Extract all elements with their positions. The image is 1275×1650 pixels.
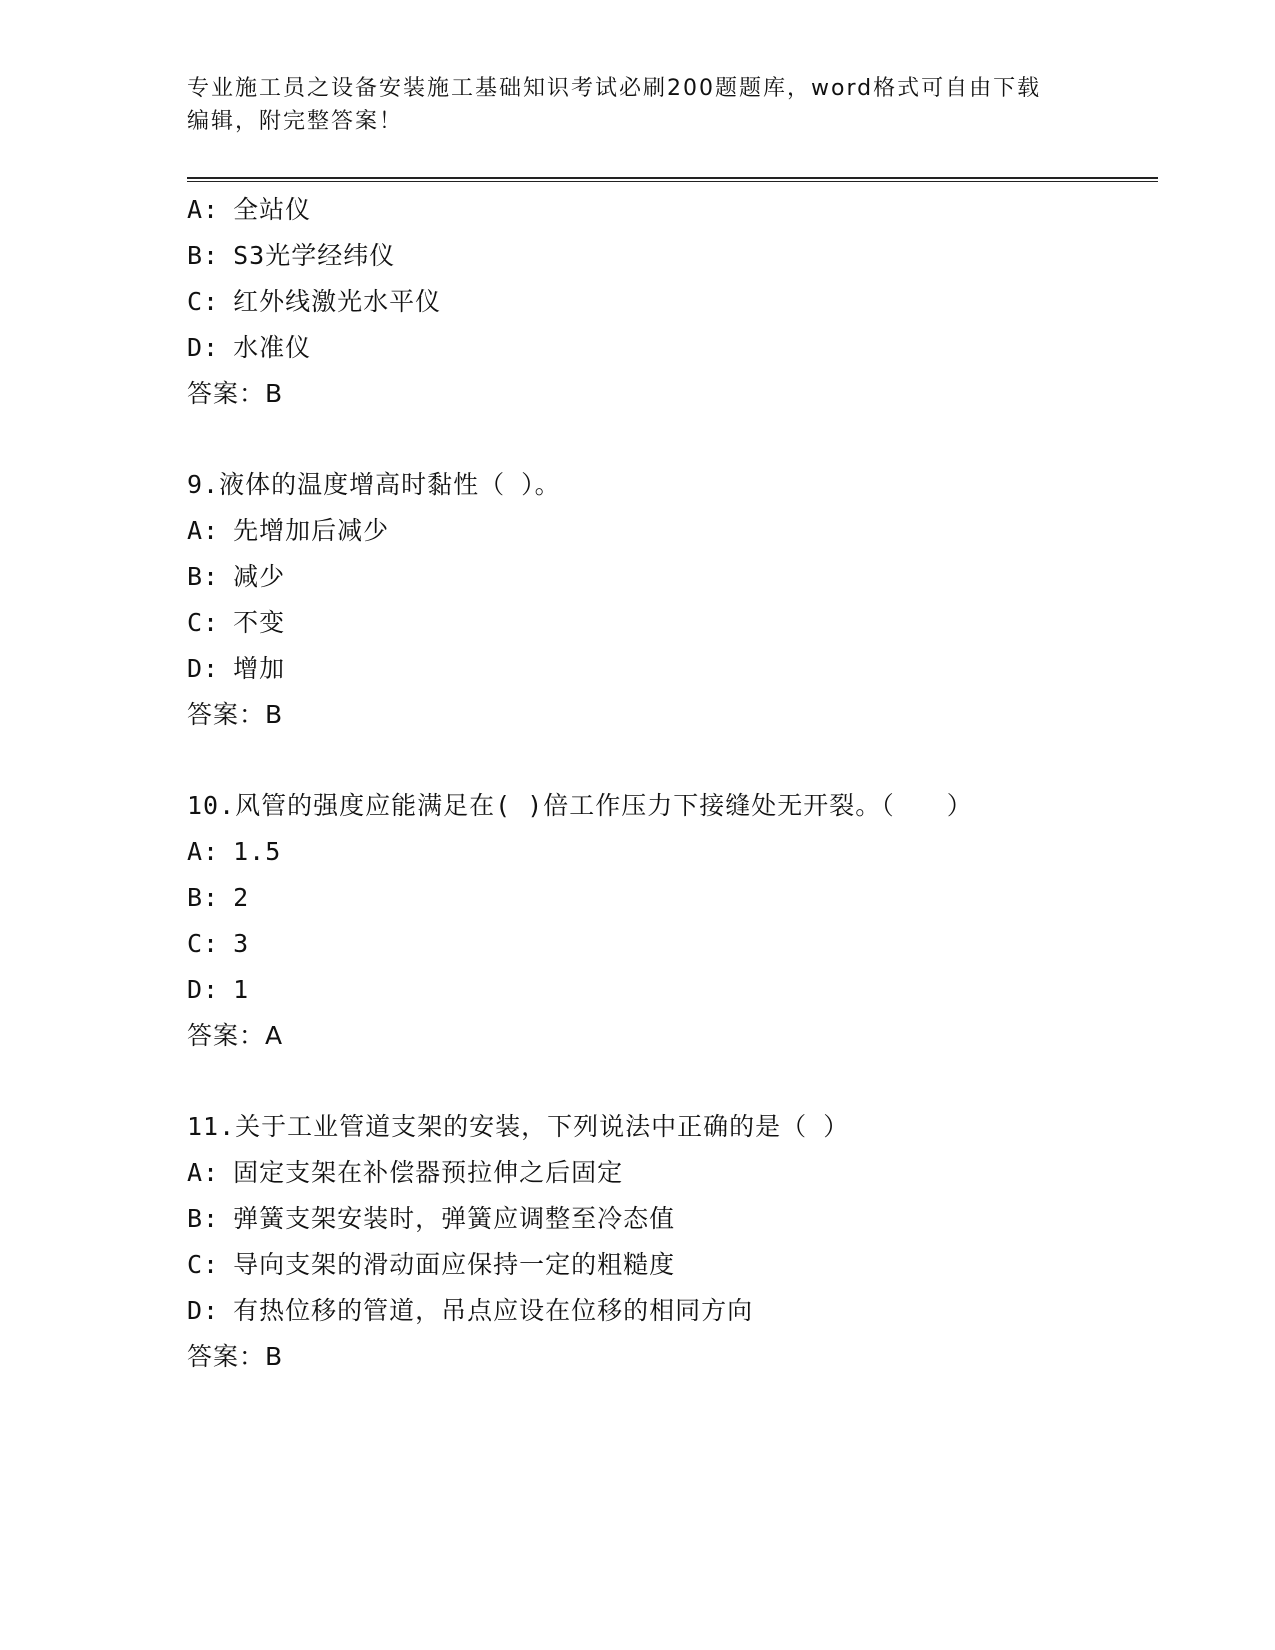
question-block — [187, 783, 1147, 1059]
question-list — [187, 187, 1147, 1425]
option-label: C: — [187, 287, 220, 316]
option-label: C: — [187, 608, 220, 637]
option-label: A: — [187, 1158, 220, 1187]
option-text: 全站仪 — [233, 195, 312, 224]
option-text: 水准仪 — [233, 333, 312, 362]
answer-line: 答案：B — [187, 1342, 284, 1371]
option-a — [187, 1150, 1147, 1196]
option-label: B: — [187, 241, 220, 270]
option-c — [187, 600, 1147, 646]
option-label: D: — [187, 333, 220, 362]
option-label: A: — [187, 837, 220, 866]
answer-line: 答案：A — [187, 1021, 284, 1050]
option-label: A: — [187, 516, 220, 545]
option-c — [187, 1242, 1147, 1288]
header-title-line-2: 编辑，附完整答案！ — [187, 109, 404, 134]
option-text: 不变 — [233, 608, 286, 637]
option-text: 1 — [233, 975, 250, 1004]
question-block — [187, 187, 1147, 417]
option-text: 导向支架的滑动面应保持一定的粗糙度 — [233, 1250, 676, 1279]
header-divider — [187, 177, 1158, 182]
option-text: 弹簧支架安装时，弹簧应调整至冷态值 — [233, 1204, 676, 1233]
option-b — [187, 875, 1147, 921]
option-c — [187, 279, 1147, 325]
option-a — [187, 187, 1147, 233]
option-c — [187, 921, 1147, 967]
question-text: 11.关于工业管道支架的安装，下列说法中正确的是（ ） — [187, 1112, 850, 1141]
option-d — [187, 646, 1147, 692]
option-label: B: — [187, 1204, 220, 1233]
answer-line: 答案：B — [187, 700, 284, 729]
option-text: 3 — [233, 929, 250, 958]
option-label: C: — [187, 929, 220, 958]
option-text: 固定支架在补偿器预拉伸之后固定 — [233, 1158, 624, 1187]
answer-line: 答案：B — [187, 379, 284, 408]
option-label: C: — [187, 1250, 220, 1279]
option-b — [187, 233, 1147, 279]
option-text: 减少 — [233, 562, 286, 591]
question-text: 9.液体的温度增高时黏性（ ）。 — [187, 470, 561, 499]
option-text: 2 — [233, 883, 250, 912]
option-a — [187, 508, 1147, 554]
option-text: 增加 — [233, 654, 286, 683]
option-label: A: — [187, 195, 220, 224]
option-text: 红外线激光水平仪 — [233, 287, 442, 316]
option-text: 先增加后减少 — [233, 516, 390, 545]
option-label: D: — [187, 654, 220, 683]
option-d — [187, 325, 1147, 371]
option-label: B: — [187, 883, 220, 912]
document-header — [187, 72, 1067, 138]
question-block — [187, 462, 1147, 738]
option-text: 有热位移的管道，吊点应设在位移的相同方向 — [233, 1296, 754, 1325]
option-text: S3光学经纬仪 — [233, 241, 396, 270]
option-b — [187, 1196, 1147, 1242]
question-text: 10.风管的强度应能满足在( )倍工作压力下接缝处无开裂。（ ） — [187, 791, 973, 820]
option-b — [187, 554, 1147, 600]
option-a — [187, 829, 1147, 875]
option-label: D: — [187, 975, 220, 1004]
question-block — [187, 1104, 1147, 1380]
option-text: 1.5 — [233, 837, 282, 866]
option-d — [187, 967, 1147, 1013]
option-d — [187, 1288, 1147, 1334]
header-title-line-1: 专业施工员之设备安装施工基础知识考试必刷200题题库，word格式可自由下载 — [187, 76, 1042, 101]
option-label: D: — [187, 1296, 220, 1325]
option-label: B: — [187, 562, 220, 591]
